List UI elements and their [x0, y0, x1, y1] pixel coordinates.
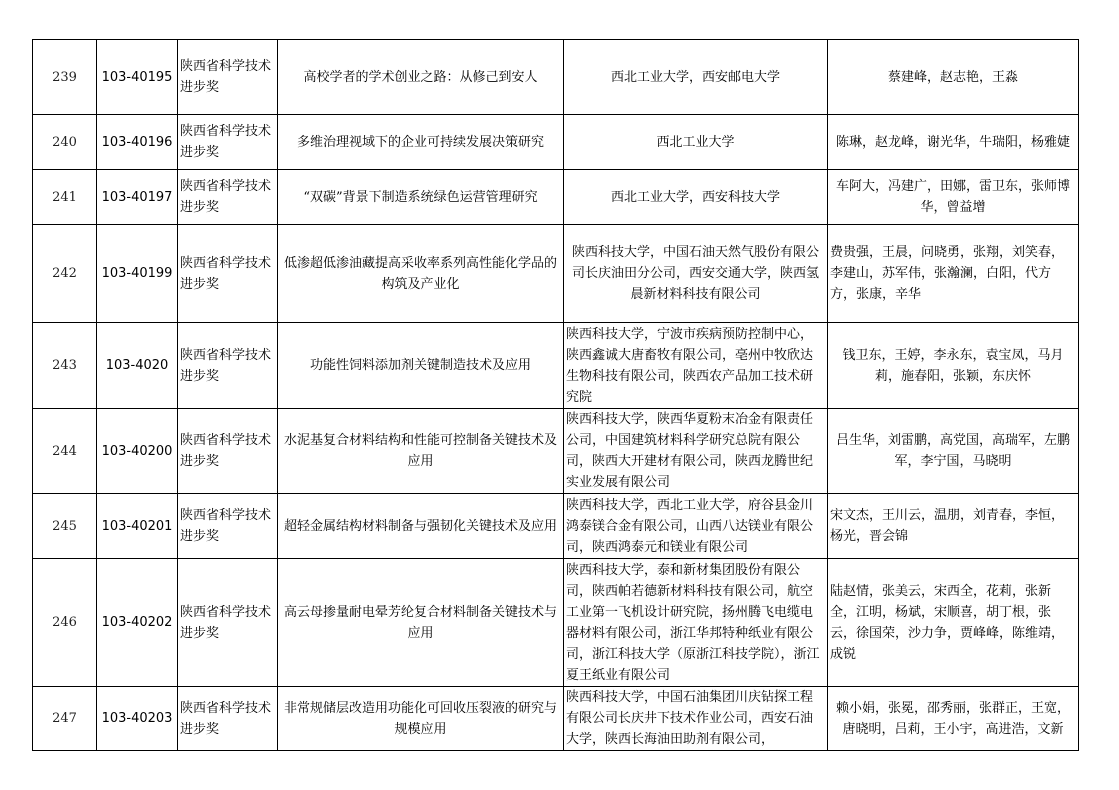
completing-units: 陕西科技大学，泰和新材集团股份有限公司，陕西帕若德新材料科技有限公司，航空工业第一飞机设计研究院，扬州腾飞电缆电器材料有限公司，浙江华邦特种纸业有限公司，浙江科技大学（原浙江科技学院），浙江夏王纸业有限公司: [564, 559, 828, 687]
project-code: 103-40203: [97, 687, 178, 751]
row-number: 241: [33, 170, 97, 225]
completing-people: 赖小娟，张冕，邵秀丽，张群正，王宽，唐晓明，吕莉，王小宇，高进浩，文新: [828, 687, 1079, 751]
completing-units: 西北工业大学，西安邮电大学: [564, 40, 828, 115]
project-title: 水泥基复合材料结构和性能可控制备关键技术及应用: [278, 409, 564, 494]
project-code: 103-40202: [97, 559, 178, 687]
table-row: [33, 494, 1079, 559]
award-type: 陕西省科学技术进步奖: [178, 559, 278, 687]
project-title: “双碳”背景下制造系统绿色运营管理研究: [278, 170, 564, 225]
award-type: 陕西省科学技术进步奖: [178, 170, 278, 225]
project-title: 高校学者的学术创业之路：从修己到安人: [278, 40, 564, 115]
project-code: 103-4020: [97, 323, 178, 409]
completing-units: 陕西科技大学，中国石油集团川庆钻探工程有限公司长庆井下技术作业公司，西安石油大学，陕西长海油田助剂有限公司，: [564, 687, 828, 751]
table-row: [33, 687, 1079, 751]
row-number: 247: [33, 687, 97, 751]
project-code: 103-40196: [97, 115, 178, 170]
award-type: 陕西省科学技术进步奖: [178, 225, 278, 323]
completing-units: 西北工业大学: [564, 115, 828, 170]
project-code: 103-40195: [97, 40, 178, 115]
project-title: 多维治理视域下的企业可持续发展决策研究: [278, 115, 564, 170]
completing-units: 陕西科技大学，西北工业大学，府谷县金川鸿泰镁合金有限公司，山西八达镁业有限公司，陕西鸿泰元和镁业有限公司: [564, 494, 828, 559]
completing-people: 车阿大，冯建广，田娜，雷卫东，张师博华，曾益增: [828, 170, 1079, 225]
completing-people: 钱卫东，王婷，李永东，袁宝凤，马月莉，施春阳，张颖，东庆怀: [828, 323, 1079, 409]
project-title: 高云母掺量耐电晕芳纶复合材料制备关键技术与应用: [278, 559, 564, 687]
project-code: 103-40200: [97, 409, 178, 494]
completing-people: 陆赵情，张美云，宋西全，花莉，张新全，江明，杨斌，宋顺喜，胡丁根，张云，徐国荣，沙力争，贾峰峰，陈维靖，成锐: [828, 559, 1079, 687]
row-number: 244: [33, 409, 97, 494]
project-code: 103-40197: [97, 170, 178, 225]
completing-people: 宋文杰，王川云，温朋，刘青春，李恒，杨光，晋会锦: [828, 494, 1079, 559]
award-type: 陕西省科学技术进步奖: [178, 115, 278, 170]
table-row: [33, 409, 1079, 494]
awards-table: [32, 39, 1079, 751]
completing-units: 陕西科技大学，中国石油天然气股份有限公司长庆油田分公司，西安交通大学，陕西氢晨新材料科技有限公司: [564, 225, 828, 323]
completing-people: 吕生华，刘雷鹏，高党国，高瑞军，左鹏军，李宁国，马晓明: [828, 409, 1079, 494]
project-code: 103-40201: [97, 494, 178, 559]
row-number: 246: [33, 559, 97, 687]
project-title: 超轻金属结构材料制备与强韧化关键技术及应用: [278, 494, 564, 559]
award-type: 陕西省科学技术进步奖: [178, 40, 278, 115]
table-row: [33, 170, 1079, 225]
award-type: 陕西省科学技术进步奖: [178, 494, 278, 559]
table-row: [33, 225, 1079, 323]
completing-people: 费贵强，王晨，问晓勇，张翔，刘笑春，李建山，苏军伟，张瀚澜，白阳，代方方，张康，辛华: [828, 225, 1079, 323]
completing-people: 陈琳，赵龙峰，谢光华，牛瑞阳，杨雅婕: [828, 115, 1079, 170]
row-number: 240: [33, 115, 97, 170]
project-title: 低渗超低渗油藏提高采收率系列高性能化学品的构筑及产业化: [278, 225, 564, 323]
table-row: [33, 40, 1079, 115]
row-number: 243: [33, 323, 97, 409]
row-number: 239: [33, 40, 97, 115]
award-type: 陕西省科学技术进步奖: [178, 323, 278, 409]
row-number: 245: [33, 494, 97, 559]
table-row: [33, 323, 1079, 409]
completing-units: 西北工业大学，西安科技大学: [564, 170, 828, 225]
table-row: [33, 115, 1079, 170]
completing-units: 陕西科技大学，宁波市疾病预防控制中心，陕西鑫诚大唐畜牧有限公司，亳州中牧欣达生物科技有限公司，陕西农产品加工技术研究院: [564, 323, 828, 409]
table-row: [33, 559, 1079, 687]
project-title: 功能性饲料添加剂关键制造技术及应用: [278, 323, 564, 409]
project-code: 103-40199: [97, 225, 178, 323]
award-type: 陕西省科学技术进步奖: [178, 687, 278, 751]
project-title: 非常规储层改造用功能化可回收压裂液的研究与规模应用: [278, 687, 564, 751]
row-number: 242: [33, 225, 97, 323]
completing-people: 蔡建峰，赵志艳，王淼: [828, 40, 1079, 115]
award-type: 陕西省科学技术进步奖: [178, 409, 278, 494]
completing-units: 陕西科技大学，陕西华夏粉末冶金有限责任公司，中国建筑材料科学研究总院有限公司，陕西大开建材有限公司，陕西龙腾世纪实业发展有限公司: [564, 409, 828, 494]
